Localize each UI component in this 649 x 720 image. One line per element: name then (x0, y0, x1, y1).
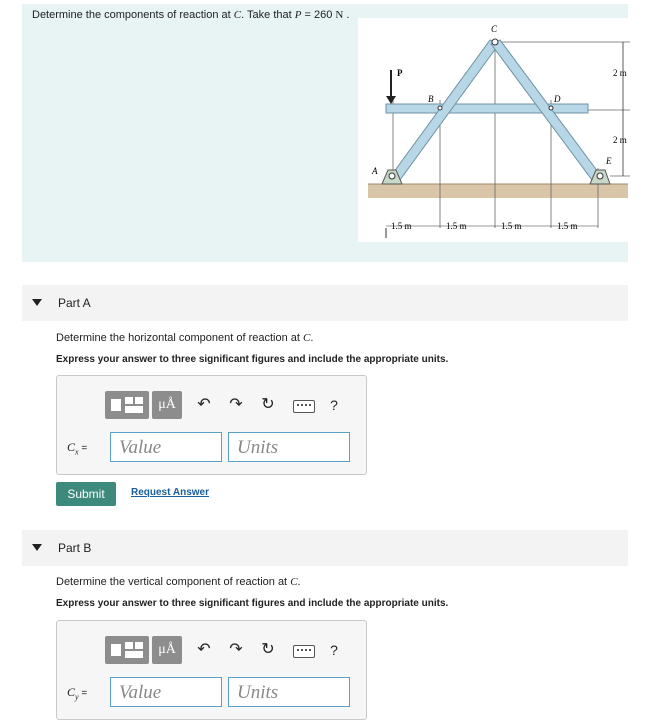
undo-icon[interactable]: ↶ (197, 641, 211, 658)
units-symbol-button[interactable]: μÅ (152, 636, 182, 664)
load-arrowhead (386, 96, 396, 104)
pin-c (492, 39, 498, 45)
pin-b (438, 106, 442, 110)
request-answer-link[interactable]: Request Answer (131, 487, 209, 498)
label-e: E (606, 156, 612, 166)
part-a-answer-box (56, 375, 367, 475)
value-input[interactable]: Value (110, 677, 222, 707)
part-a-instruction: Express your answer to three significant figures and include the appropriate units. (56, 354, 449, 365)
dim-label-span: 1.5 m (391, 221, 412, 231)
dim-label-span: 1.5 m (501, 221, 522, 231)
part-b-title: Part B (58, 541, 92, 555)
label-p: P (397, 68, 403, 78)
units-input[interactable]: Units (228, 432, 350, 462)
collapse-icon[interactable] (32, 299, 42, 306)
part-a-toolbar (105, 391, 361, 421)
dim-label-top: 2 m (613, 68, 627, 78)
ground (368, 184, 628, 198)
part-a-question: Determine the horizontal component of reaction at C. (56, 332, 314, 344)
dim-label-bottom: 2 m (613, 135, 627, 145)
part-b-question: Determine the vertical component of reaction at C. (56, 576, 301, 588)
keyboard-icon[interactable] (293, 400, 315, 413)
label-a: A (372, 166, 378, 176)
variable-label: $C_y$ = (67, 685, 88, 702)
pin-a (389, 173, 395, 179)
dim-label-span: 1.5 m (557, 221, 578, 231)
help-button[interactable]: ? (330, 397, 338, 413)
label-b: B (428, 94, 434, 104)
redo-icon[interactable]: ↷ (229, 641, 243, 658)
redo-icon[interactable]: ↷ (229, 396, 243, 413)
part-a-header[interactable] (22, 285, 628, 321)
variable-label: $C_x$ = (67, 440, 88, 457)
pin-e (597, 173, 603, 179)
label-c: C (491, 24, 498, 34)
part-b-toolbar (105, 636, 361, 666)
reset-icon[interactable]: ↻ (261, 396, 275, 413)
beam-bd (386, 104, 588, 113)
units-input[interactable]: Units (228, 677, 350, 707)
label-d: D (554, 94, 561, 104)
part-b-header[interactable] (22, 530, 628, 566)
templates-button[interactable] (105, 636, 149, 664)
templates-button[interactable] (105, 391, 149, 419)
keyboard-icon[interactable] (293, 645, 315, 658)
frame-diagram (358, 18, 648, 242)
problem-text: Determine the components of reaction at C. Take that P = 260 N . (32, 9, 350, 21)
undo-icon[interactable]: ↶ (197, 396, 211, 413)
submit-button[interactable]: Submit (56, 482, 116, 506)
part-b-answer-box (56, 620, 367, 720)
reset-icon[interactable]: ↻ (261, 641, 275, 658)
problem-statement (22, 4, 628, 262)
collapse-icon[interactable] (32, 544, 42, 551)
help-button[interactable]: ? (330, 642, 338, 658)
dim-label-span: 1.5 m (446, 221, 467, 231)
part-b-instruction: Express your answer to three significant figures and include the appropriate units. (56, 598, 449, 609)
value-input[interactable]: Value (110, 432, 222, 462)
frame-figure (358, 18, 648, 242)
units-symbol-button[interactable]: μÅ (152, 391, 182, 419)
part-a-title: Part A (58, 296, 91, 310)
pin-d (549, 106, 553, 110)
